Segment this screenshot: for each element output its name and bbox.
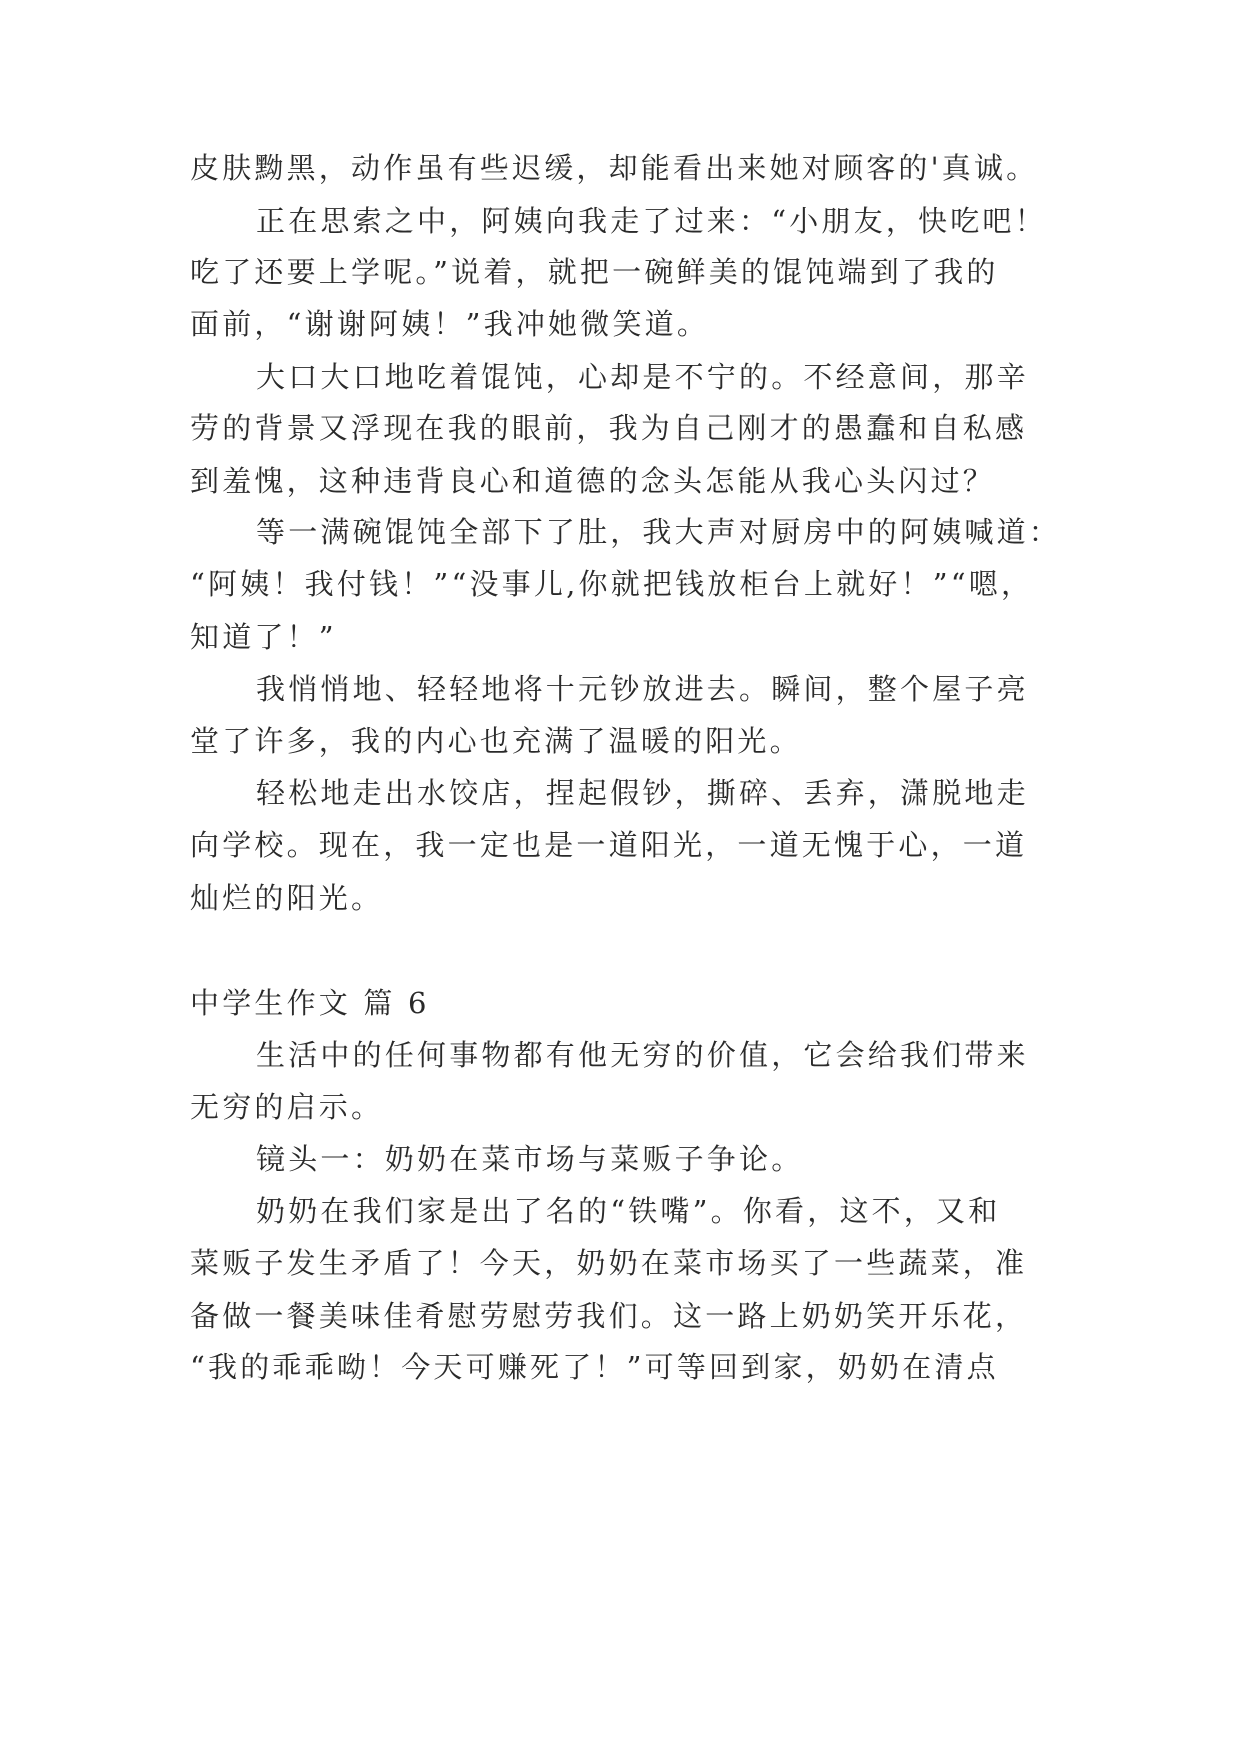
paragraph-line: 备做一餐美味佳肴慰劳慰劳我们。这一路上奶奶笑开乐花， <box>190 1299 1028 1333</box>
section-heading: 中学生作文 篇 6 <box>190 986 430 1020</box>
paragraph-line: 无穷的启示。 <box>190 1090 384 1124</box>
paragraph-line: 向学校。现在，我一定也是一道阳光，一道无愧于心，一道 <box>190 828 1028 862</box>
paragraph-line: “我的乖乖呦！今天可赚死了！”可等回到家，奶奶在清点 <box>190 1350 999 1384</box>
paragraph-line: “阿姨！我付钱！”“没事儿,你就把钱放柜台上就好！”“嗯， <box>190 567 1034 601</box>
paragraph-line: 正在思索之中，阿姨向我走了过来：“小朋友，快吃吧！ <box>256 204 1047 238</box>
paragraph-line: 知道了！” <box>190 620 337 654</box>
paragraph-line: 堂了许多，我的内心也充满了温暖的阳光。 <box>190 724 802 758</box>
paragraph-line: 我悄悄地、轻轻地将十元钞放进去。瞬间，整个屋子亮 <box>256 672 1029 706</box>
paragraph-line: 劳的背景又浮现在我的眼前，我为自己刚才的愚蠢和自私感 <box>190 411 1028 445</box>
paragraph-line: 大口大口地吃着馄饨，心却是不宁的。不经意间，那辛 <box>256 360 1029 394</box>
paragraph-line: 奶奶在我们家是出了名的“铁嘴”。你看，这不，又和 <box>256 1194 1001 1228</box>
paragraph-line: 轻松地走出水饺店，捏起假钞，撕碎、丢弃，潇脱地走 <box>256 776 1029 810</box>
paragraph-line: 吃了还要上学呢。”说着，就把一碗鲜美的馄饨端到了我的 <box>190 255 999 289</box>
paragraph-line: 面前，“谢谢阿姨！”我冲她微笑道。 <box>190 307 710 341</box>
paragraph-line: 皮肤黝黑，动作虽有些迟缓，却能看出来她对顾客的'真诚。 <box>190 151 1039 185</box>
paragraph-line: 菜贩子发生矛盾了！今天，奶奶在菜市场买了一些蔬菜，准 <box>190 1246 1028 1280</box>
paragraph-line: 到羞愧，这种违背良心和道德的念头怎能从我心头闪过？ <box>190 464 996 498</box>
paragraph-line: 等一满碗馄饨全部下了肚，我大声对厨房中的阿姨喊道： <box>256 515 1062 549</box>
paragraph-line: 灿烂的阳光。 <box>190 881 384 915</box>
paragraph-line: 生活中的任何事物都有他无穷的价值，它会给我们带来 <box>256 1038 1029 1072</box>
paragraph-line: 镜头一：奶奶在菜市场与菜贩子争论。 <box>256 1142 804 1176</box>
